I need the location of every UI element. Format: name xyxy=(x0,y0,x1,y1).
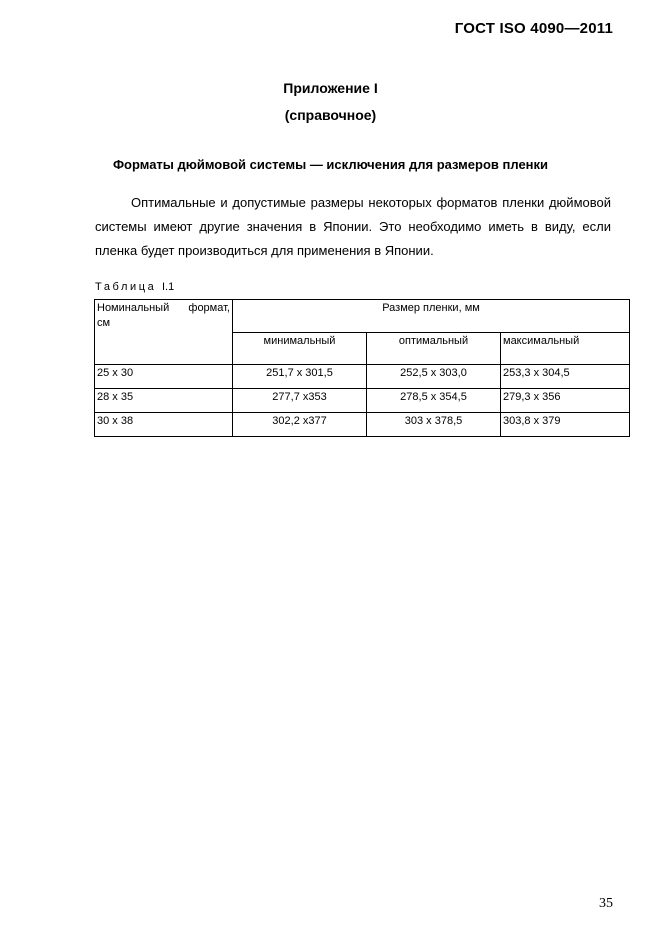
header-max: максимальный xyxy=(501,333,630,365)
header-nominal-word2: формат, xyxy=(188,302,230,314)
cell-min: 302,2 х377 xyxy=(233,413,367,437)
table-row xyxy=(95,389,630,413)
cell-format: 25 х 30 xyxy=(95,365,233,389)
page-number: 35 xyxy=(599,896,613,911)
cell-min: 251,7 х 301,5 xyxy=(233,365,367,389)
cell-min: 277,7 х353 xyxy=(233,389,367,413)
header-nominal-word1: Номинальный xyxy=(97,302,170,314)
cell-opt: 303 х 378,5 xyxy=(367,413,501,437)
header-opt: оптимальный xyxy=(367,333,501,365)
table-row xyxy=(95,413,630,437)
cell-max: 279,3 х 356 xyxy=(501,389,630,413)
table-row xyxy=(95,365,630,389)
section-heading: Форматы дюймовой системы — исключения для размеров пленки xyxy=(112,157,549,172)
header-nominal-unit: см xyxy=(97,317,111,329)
film-size-table xyxy=(94,299,630,437)
appendix-title: Приложение I xyxy=(283,80,378,96)
header-nominal-format xyxy=(95,300,233,365)
cell-max: 303,8 х 379 xyxy=(501,413,630,437)
header-film-size: Размер пленки, мм xyxy=(233,300,630,333)
cell-opt: 252,5 х 303,0 xyxy=(367,365,501,389)
body-paragraph: Оптимальные и допустимые размеры некоторых форматов пленки дюймовой системы имеют другие значения в Японии. Это необходимо иметь в виду, если пленка будет производиться для применения в Японии. xyxy=(95,195,611,258)
cell-max: 253,3 х 304,5 xyxy=(501,365,630,389)
header-min: минимальный xyxy=(233,333,367,365)
table-header-row xyxy=(95,300,630,333)
cell-format: 30 х 38 xyxy=(95,413,233,437)
cell-format: 28 х 35 xyxy=(95,389,233,413)
table-caption-label: Таблица xyxy=(95,281,157,293)
table-caption xyxy=(95,281,174,293)
appendix-subtitle: (справочное) xyxy=(284,107,377,123)
standard-header: ГОСТ ISO 4090—2011 xyxy=(454,20,613,37)
cell-opt: 278,5 х 354,5 xyxy=(367,389,501,413)
table-caption-number: I.1 xyxy=(162,281,175,293)
